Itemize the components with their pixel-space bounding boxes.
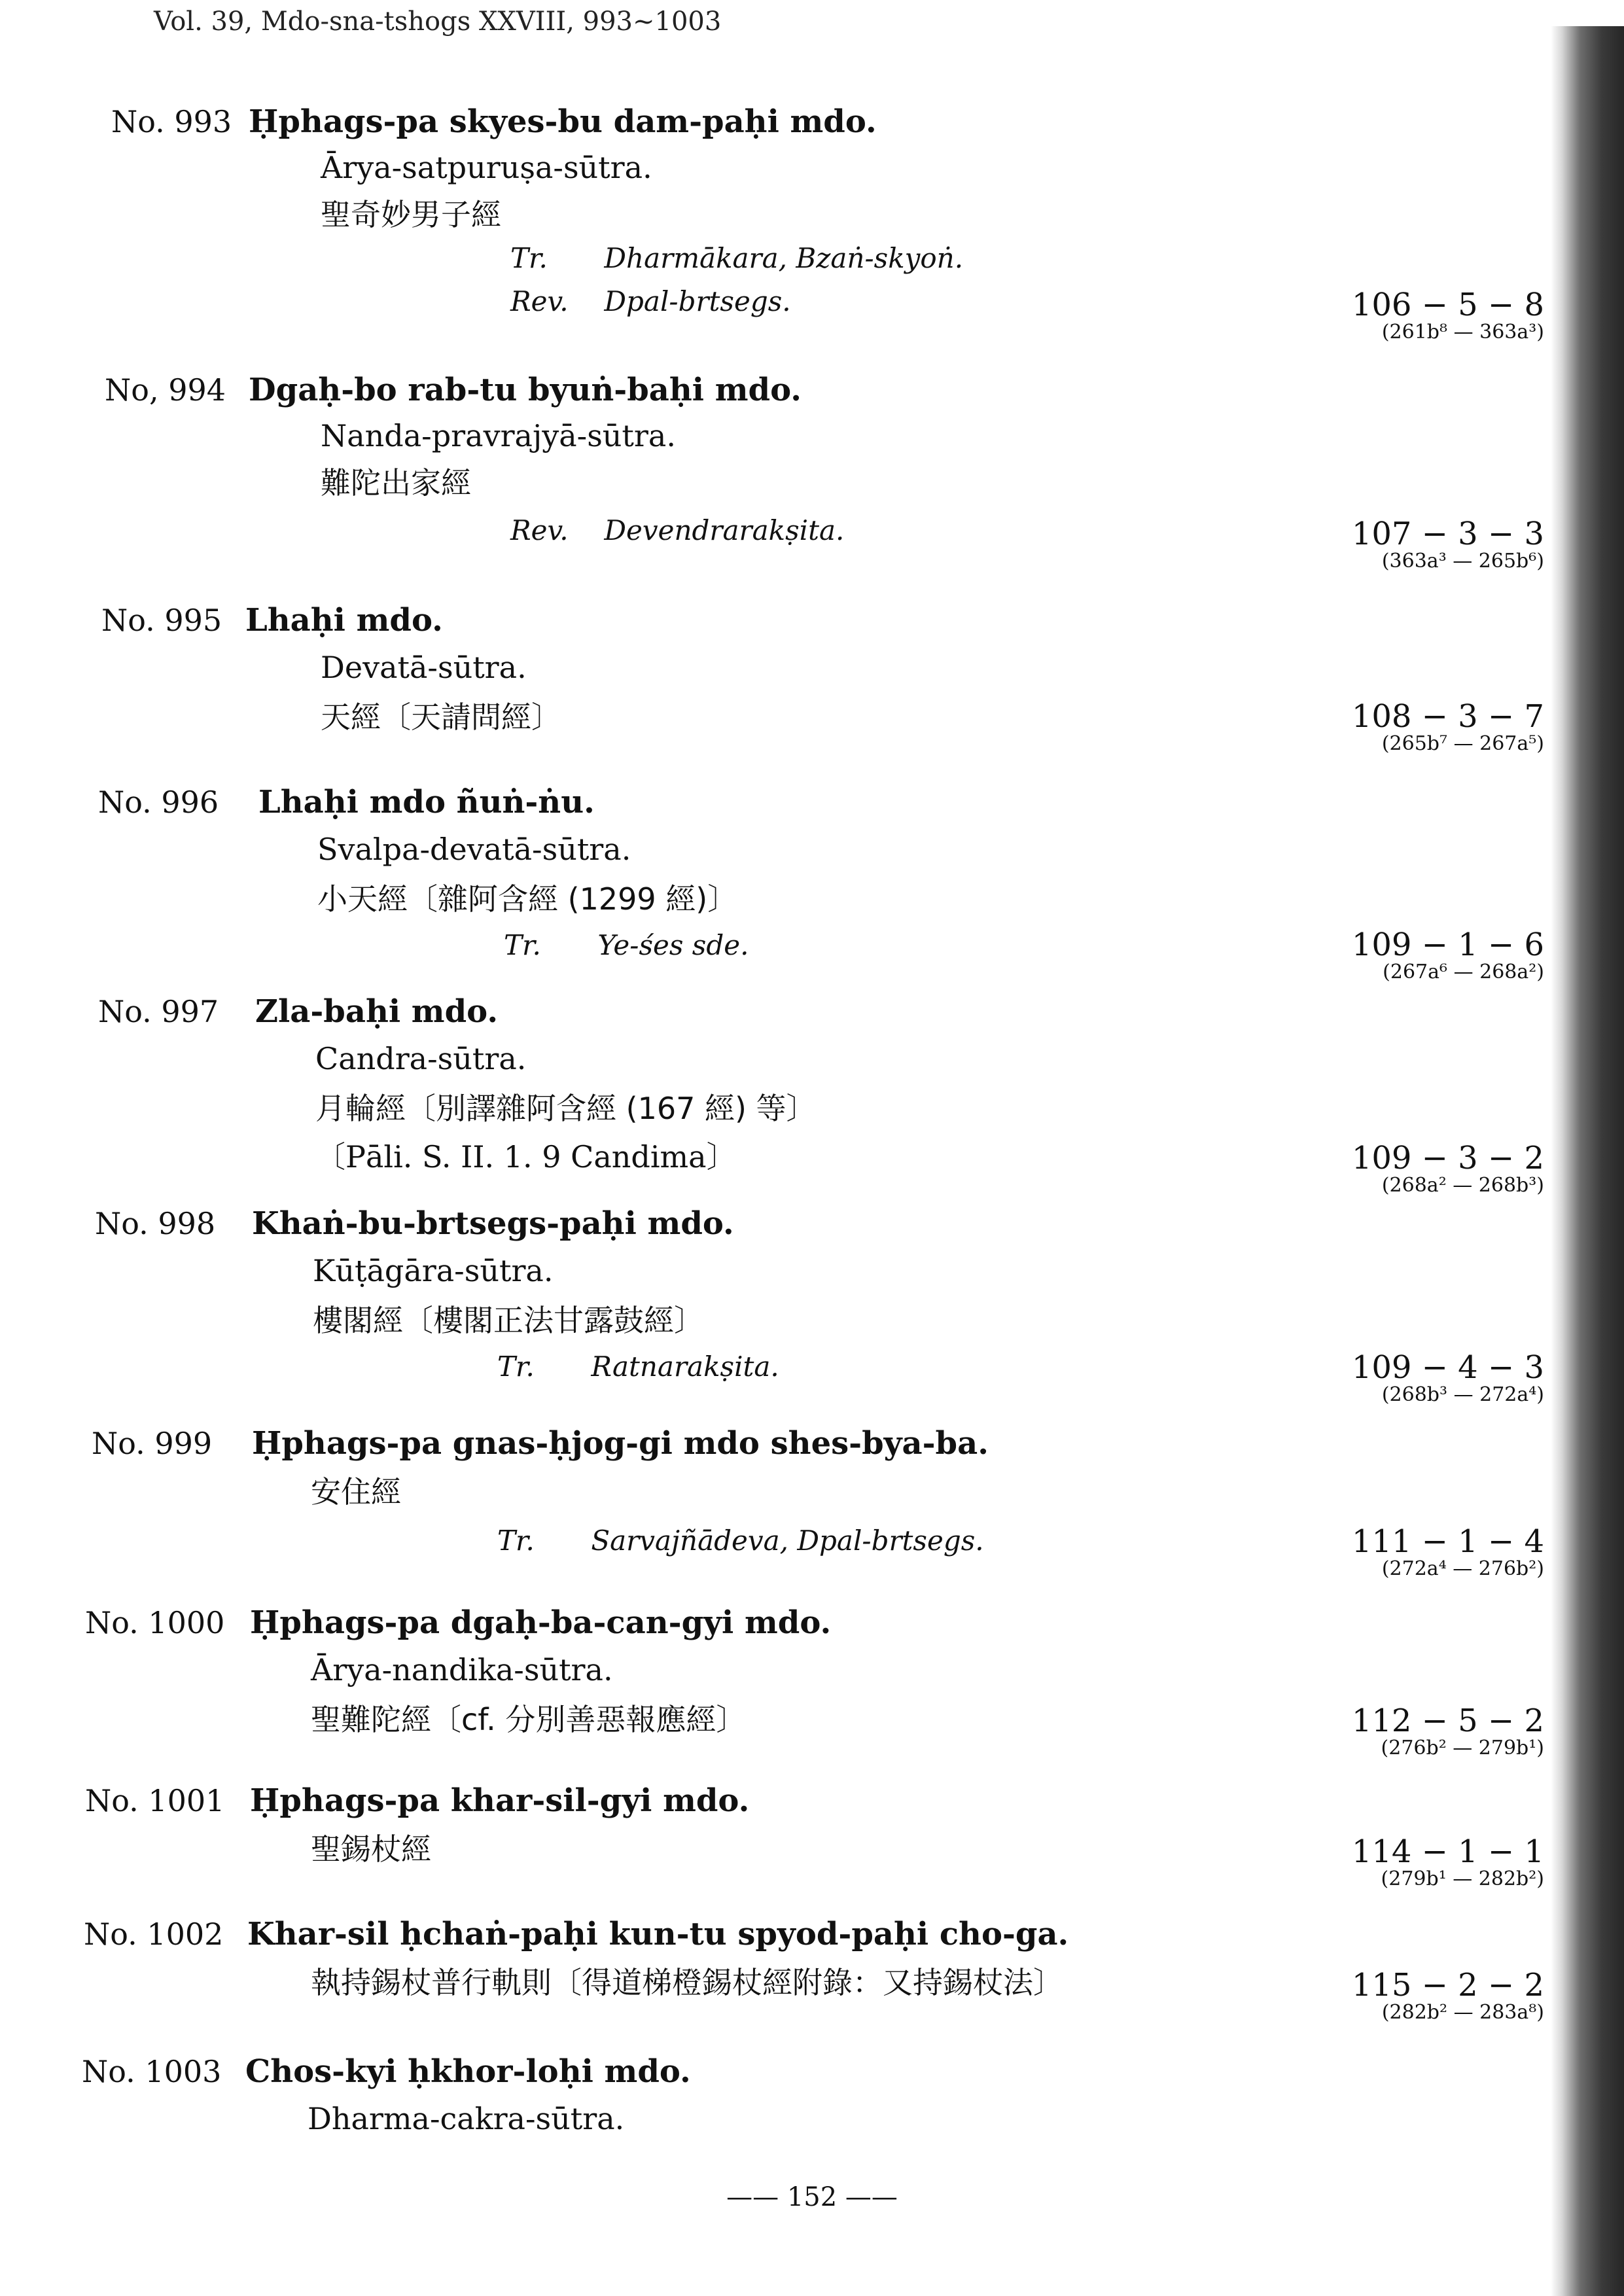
sanskrit-title: Devatā-sūtra. bbox=[321, 650, 527, 685]
entry-number: No. 993 bbox=[111, 104, 232, 139]
folio-range: (261b⁸ — 363a³) bbox=[1381, 321, 1544, 344]
translator-names: Devendrarakṣita. bbox=[604, 514, 845, 546]
chinese-title: 聖奇妙男子經 bbox=[321, 197, 501, 232]
translator-line bbox=[497, 1345, 779, 1388]
sanskrit-title: Kūṭāgāra-sūtra. bbox=[313, 1253, 554, 1288]
sanskrit-title: Nanda-pravrajyā-sūtra. bbox=[321, 418, 676, 453]
folio-range: (363a³ — 265b⁶) bbox=[1381, 550, 1544, 573]
translator-names: Dharmākara, Bzaṅ-skyoṅ. bbox=[604, 242, 964, 274]
tibetan-title: Ḥphags-pa gnas-ḥjog-gi mdo shes-bya-ba. bbox=[252, 1425, 989, 1462]
tibetan-title: Ḥphags-pa dgaḥ-ba-can-gyi mdo. bbox=[250, 1604, 832, 1641]
page-number: —— 152 —— bbox=[726, 2182, 898, 2212]
translator-line bbox=[497, 1519, 984, 1563]
tibetan-title: Lhaḥi mdo ñuṅ-ṅu. bbox=[258, 784, 595, 821]
entry-number: No. 998 bbox=[95, 1206, 216, 1241]
translator-line bbox=[510, 237, 963, 280]
reviser-line bbox=[510, 280, 791, 323]
scanned-page-edge-shadow bbox=[1551, 26, 1624, 2296]
reviser-line bbox=[510, 509, 844, 552]
tibetan-title: Lhaḥi mdo. bbox=[245, 602, 443, 639]
tibetan-title: Ḥphags-pa skyes-bu dam-paḥi mdo. bbox=[249, 103, 877, 140]
volume-reference: 112 − 5 − 2 bbox=[1351, 1703, 1544, 1739]
folio-range: (276b² — 279b¹) bbox=[1381, 1737, 1544, 1759]
volume-reference: 114 − 1 − 1 bbox=[1351, 1833, 1544, 1870]
entry-number: No, 994 bbox=[105, 372, 226, 408]
translator-role: Tr. bbox=[504, 929, 541, 961]
sanskrit-title: Dharma-cakra-sūtra. bbox=[308, 2101, 625, 2136]
translator-names: Ratnarakṣita. bbox=[591, 1351, 779, 1383]
chinese-title: 難陀出家經 bbox=[321, 465, 471, 501]
folio-range: (279b¹ — 282b²) bbox=[1381, 1867, 1544, 1890]
tibetan-title: Chos-kyi ḥkhor-loḥi mdo. bbox=[245, 2053, 691, 2090]
chinese-title: 安住經 bbox=[311, 1474, 401, 1510]
entry-number: No. 1002 bbox=[84, 1916, 224, 1952]
tibetan-title: Ḥphags-pa khar-sil-gyi mdo. bbox=[250, 1782, 750, 1819]
chinese-title: 月輪經〔別譯雜阿含經 (167 經) 等〕 bbox=[315, 1091, 817, 1126]
chinese-title: 聖難陀經〔cf. 分別善惡報應經〕 bbox=[311, 1702, 747, 1737]
sanskrit-title: Ārya-satpuruṣa-sūtra. bbox=[321, 150, 652, 185]
pali-parallel: 〔Pāli. S. II. 1. 9 Candima〕 bbox=[315, 1139, 737, 1174]
chinese-title: 樓閣經〔樓閣正法甘露鼓經〕 bbox=[313, 1303, 704, 1338]
sanskrit-title: Svalpa-devatā-sūtra. bbox=[317, 832, 631, 867]
volume-reference: 115 − 2 − 2 bbox=[1351, 1967, 1544, 2004]
volume-reference: 109 − 4 − 3 bbox=[1351, 1349, 1544, 1386]
folio-range: (282b² — 283a⁸) bbox=[1381, 2001, 1544, 2024]
folio-range: (268a² — 268b³) bbox=[1381, 1174, 1544, 1197]
tibetan-title: Zla-baḥi mdo. bbox=[255, 993, 499, 1030]
entry-number: No. 996 bbox=[98, 785, 219, 820]
translator-names: Sarvajñādeva, Dpal-brtsegs. bbox=[591, 1525, 984, 1557]
sanskrit-title: Candra-sūtra. bbox=[315, 1041, 527, 1076]
tibetan-title: Dgaḥ-bo rab-tu byuṅ-baḥi mdo. bbox=[249, 372, 802, 408]
entry-number: No. 999 bbox=[92, 1426, 213, 1461]
entry-number: No. 1001 bbox=[85, 1783, 225, 1818]
running-header: Vol. 39, Mdo-sna-tshogs XXVIII, 993~1003 bbox=[154, 7, 722, 37]
tibetan-title: Khaṅ-bu-brtsegs-paḥi mdo. bbox=[252, 1205, 734, 1242]
entry-number: No. 995 bbox=[101, 603, 222, 638]
translator-role: Rev. bbox=[510, 285, 569, 317]
volume-reference: 106 − 5 − 8 bbox=[1351, 287, 1544, 323]
chinese-title: 小天經〔雜阿含經 (1299 經)〕 bbox=[317, 881, 738, 917]
translator-role: Tr. bbox=[497, 1525, 535, 1557]
chinese-title: 聖錫杖經 bbox=[311, 1831, 431, 1867]
folio-range: (272a⁴ — 276b²) bbox=[1381, 1557, 1544, 1580]
translator-role: Tr. bbox=[510, 242, 548, 274]
translator-role: Rev. bbox=[510, 514, 569, 546]
folio-range: (268b³ — 272a⁴) bbox=[1381, 1383, 1544, 1406]
translator-line bbox=[504, 924, 749, 967]
translator-names: Ye-śes sde. bbox=[597, 929, 749, 961]
entry-number: No. 1003 bbox=[82, 2054, 222, 2089]
tibetan-title: Khar-sil ḥchaṅ-paḥi kun-tu spyod-paḥi cho-ga. bbox=[247, 1916, 1069, 1952]
folio-range: (267a⁶ — 268a²) bbox=[1383, 961, 1544, 983]
folio-range: (265b⁷ — 267a⁵) bbox=[1381, 732, 1544, 755]
volume-reference: 108 − 3 − 7 bbox=[1351, 698, 1544, 735]
volume-reference: 109 − 1 − 6 bbox=[1351, 927, 1544, 963]
entry-number: No. 997 bbox=[98, 994, 219, 1029]
translator-role: Tr. bbox=[497, 1351, 535, 1383]
volume-reference: 107 − 3 − 3 bbox=[1351, 516, 1544, 552]
chinese-title: 執持錫杖普行軌則〔得道梯橙錫杖經附錄：又持錫杖法〕 bbox=[311, 1965, 1063, 2000]
sanskrit-title: Ārya-nandika-sūtra. bbox=[311, 1652, 613, 1687]
volume-reference: 109 − 3 − 2 bbox=[1351, 1140, 1544, 1176]
volume-reference: 111 − 1 − 4 bbox=[1351, 1523, 1544, 1560]
chinese-title: 天經〔天請問經〕 bbox=[321, 699, 561, 735]
translator-names: Dpal-brtsegs. bbox=[604, 285, 791, 317]
entry-number: No. 1000 bbox=[85, 1605, 225, 1640]
